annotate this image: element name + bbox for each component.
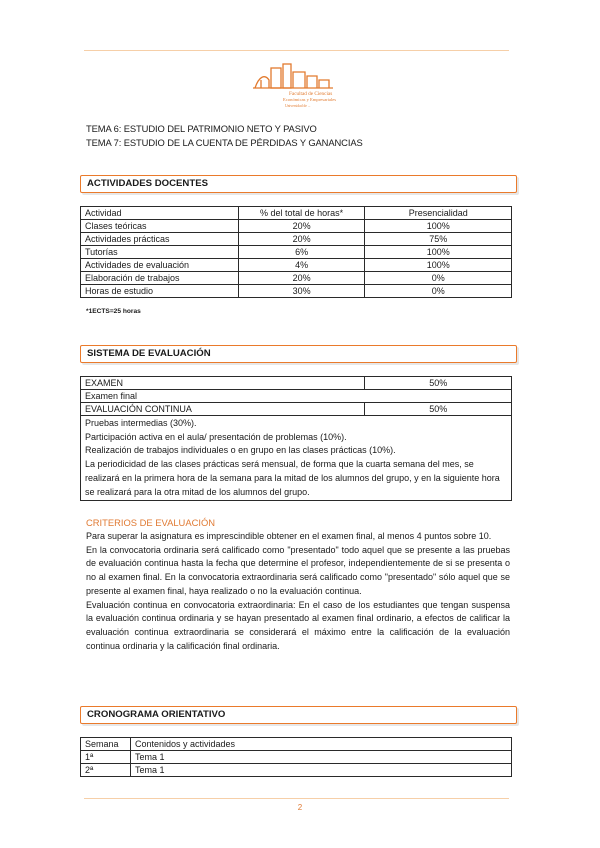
detail-line: Realización de trabajos individuales o en grupo en las clases prácticas (10%). <box>85 445 396 456</box>
table-cell: Tema 1 <box>130 764 511 777</box>
detail-line: La periodicidad de las clases prácticas será mensual, de forma que la cuarta semana del mes, se realizará en la primera hora de la semana para la mitad de los alumnos del grupo, y en la siguiente hora se realizará para la otra mitad de los alumnos del grupo. <box>85 459 500 497</box>
evaluation-table <box>80 376 512 501</box>
continuous-label: EVALUACIÓN CONTINUA <box>81 403 365 416</box>
table-cell: 20% <box>238 220 365 233</box>
detail-line: Pruebas intermedias (30%). <box>85 418 197 428</box>
svg-text:Universidad de ...: Universidad de ... <box>285 104 311 108</box>
table-cell: Horas de estudio <box>81 285 239 298</box>
continuous-value: 50% <box>365 403 512 416</box>
schedule-table <box>80 737 512 777</box>
table-cell: 100% <box>365 246 512 259</box>
table-cell: 100% <box>365 259 512 272</box>
table-cell: 100% <box>365 220 512 233</box>
table-row <box>81 403 512 416</box>
table-row <box>81 390 512 403</box>
table-cell: 30% <box>238 285 365 298</box>
topic-item: TEMA 6: ESTUDIO DEL PATRIMONIO NETO Y PASIVO <box>86 123 317 134</box>
criteria-paragraph: Evaluación continua en convocatoria extraordinaria: En el caso de los estudiantes que tengan suspensa la evaluación continua ordinaria y se hayan presentado al examen final ordinario, a efectos de calificar la evaluación continua extraordinaria se considerará el máximo entre la calificación de la evaluación continua ordinaria y la calificación final ordinaria. <box>86 599 510 651</box>
criteria-paragraph: Para superar la asignatura es imprescindible obtener en el examen final, al menos 4 puntos sobre 10. <box>86 531 492 541</box>
exam-label: EXAMEN <box>81 377 365 390</box>
table-cell: 0% <box>365 272 512 285</box>
table-cell: 20% <box>238 233 365 246</box>
table-cell: Tutorías <box>81 246 239 259</box>
table-cell: 2ª <box>81 764 131 777</box>
table-cell: 6% <box>238 246 365 259</box>
table-cell: Tema 1 <box>130 751 511 764</box>
table-header-cell: Contenidos y actividades <box>130 738 511 751</box>
table-header-cell: Actividad <box>81 207 239 220</box>
table-row <box>81 285 512 298</box>
faculty-logo <box>245 58 345 110</box>
table-header-cell: % del total de horas* <box>238 207 365 220</box>
table-row <box>81 416 512 501</box>
table-cell: Clases teóricas <box>81 220 239 233</box>
table-cell: 0% <box>365 285 512 298</box>
table-header-cell: Presencialidad <box>365 207 512 220</box>
table-cell: 4% <box>238 259 365 272</box>
table-row <box>81 272 512 285</box>
table-row <box>81 764 512 777</box>
exam-value: 50% <box>365 377 512 390</box>
section-heading-activities: ACTIVIDADES DOCENTES <box>80 175 517 193</box>
header-rule <box>84 50 509 51</box>
criteria-body <box>86 530 510 653</box>
activities-table <box>80 206 512 298</box>
table-row <box>81 220 512 233</box>
continuous-details <box>81 416 512 501</box>
table-cell: Actividades de evaluación <box>81 259 239 272</box>
topics-list <box>86 122 363 150</box>
table-row <box>81 377 512 390</box>
table-header-row <box>81 207 512 220</box>
section-heading-evaluation: SISTEMA DE EVALUACIÓN <box>80 345 517 363</box>
table-header-cell: Semana <box>81 738 131 751</box>
table-cell: 20% <box>238 272 365 285</box>
table-row <box>81 246 512 259</box>
svg-text:Facultad de Ciencias: Facultad de Ciencias <box>289 91 333 97</box>
footer-rule <box>84 798 509 799</box>
table-cell: 1ª <box>81 751 131 764</box>
section-heading-schedule: CRONOGRAMA ORIENTATIVO <box>80 706 517 724</box>
table-row <box>81 259 512 272</box>
table-row <box>81 233 512 246</box>
ects-footnote: *1ECTS=25 horas <box>86 308 141 315</box>
page-number: 2 <box>297 803 303 812</box>
table-cell: 75% <box>365 233 512 246</box>
svg-text:Económicas y Empresariales: Económicas y Empresariales <box>283 97 337 102</box>
topic-item: TEMA 7: ESTUDIO DE LA CUENTA DE PÉRDIDAS Y GANANCIAS <box>86 137 363 148</box>
table-header-row <box>81 738 512 751</box>
final-exam-label: Examen final <box>81 390 512 403</box>
table-row <box>81 751 512 764</box>
criteria-title: CRITERIOS DE EVALUACIÓN <box>86 517 216 528</box>
detail-line: Participación activa en el aula/ presentación de problemas (10%). <box>85 431 347 442</box>
table-cell: Actividades prácticas <box>81 233 239 246</box>
criteria-paragraph: En la convocatoria ordinaria será calificado como "presentado" todo aquel que se presente a las pruebas de evaluación continua hasta la fecha que determine el profesor, independientemente de si se presenta o no al examen final. En la convocatoria extraordinaria será calificado como "presentado" sólo aquel que se presente al examen final, haya realizado o no la evaluación continua. <box>86 544 510 596</box>
table-cell: Elaboración de trabajos <box>81 272 239 285</box>
